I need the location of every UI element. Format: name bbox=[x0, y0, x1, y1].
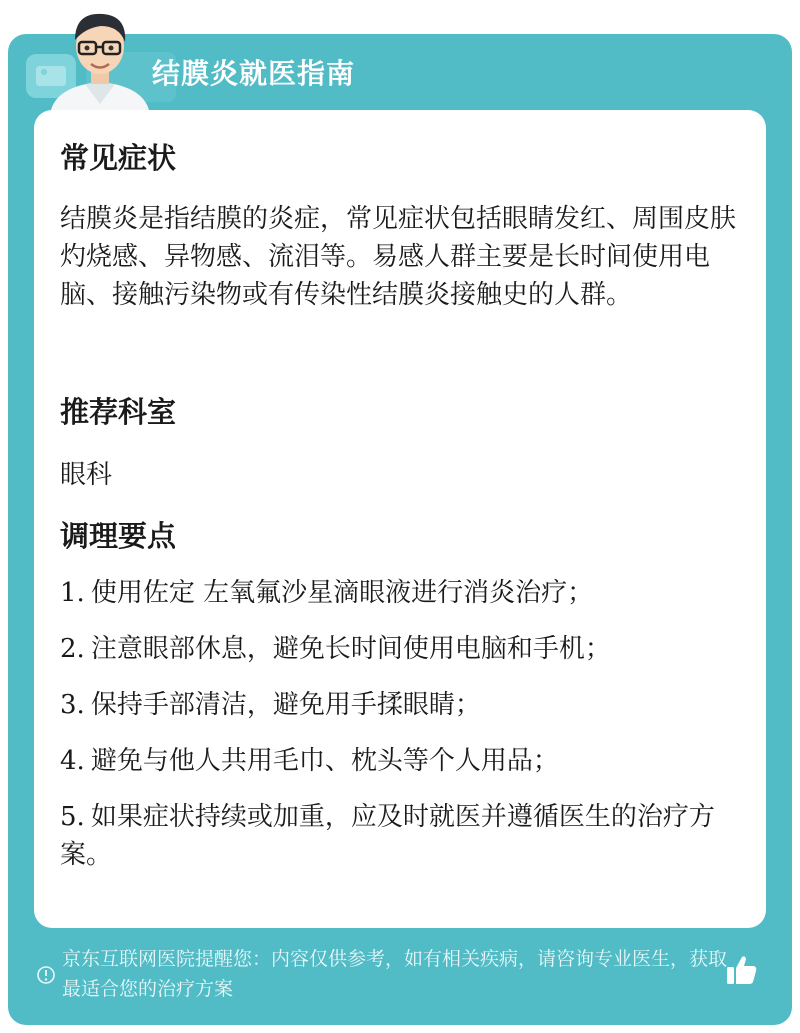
symptoms-text: 结膜炎是指结膜的炎症，常见症状包括眼睛发红、周围皮肤灼烧感、异物感、流泪等。易感人群主要是长时间使用电脑、接触污染物或有传染性结膜炎接触史的人群。 bbox=[60, 204, 737, 310]
care-list bbox=[60, 574, 740, 892]
disclaimer-text: 京东互联网医院提醒您：内容仅供参考，如有相关疾病，请咨询专业医生，获取最适合您的治疗方案 bbox=[62, 948, 728, 1000]
list-item: 5. 如果症状持续或加重，应及时就医并遵循医生的治疗方案。 bbox=[60, 802, 715, 870]
list-item: 4. 避免与他人共用毛巾、枕头等个人用品； bbox=[60, 746, 559, 776]
thumbs-up-icon[interactable] bbox=[724, 952, 760, 988]
list-item: 3. 保持手部清洁，避免用手揉眼睛； bbox=[60, 690, 481, 720]
page-title: 结膜炎就医指南 bbox=[152, 57, 356, 90]
care-heading: 调理要点 bbox=[60, 519, 177, 553]
doctor-avatar bbox=[45, 4, 155, 114]
list-item: 1. 使用佐定 左氧氟沙星滴眼液进行消炎治疗； bbox=[60, 578, 594, 608]
info-icon bbox=[36, 965, 56, 985]
list-item: 2. 注意眼部休息，避免长时间使用电脑和手机； bbox=[60, 634, 611, 664]
department-text: 眼科 bbox=[60, 460, 113, 490]
symptoms-heading: 常见症状 bbox=[60, 141, 177, 175]
content-card bbox=[34, 110, 766, 928]
department-heading: 推荐科室 bbox=[60, 395, 177, 429]
